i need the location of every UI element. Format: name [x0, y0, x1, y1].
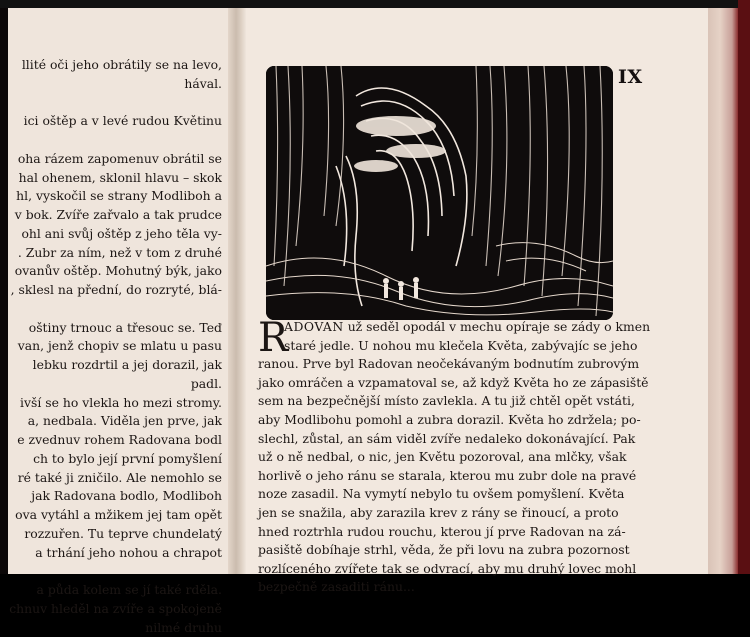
left-page-line: ovanův oštěp. Mohutný býk, jako	[0, 262, 222, 281]
paragraph-line: noze zasadil. Na vymytí nebylo tu ovšem pomyšlení. Květa	[258, 485, 614, 504]
left-page-line: ivší se ho vlekla ho mezi stromy.	[0, 394, 222, 413]
paragraph-line: aby Modlibohu pomohl a zubra dorazil. Květa ho zdržela; po-	[258, 411, 614, 430]
left-page-line	[0, 94, 222, 113]
book-gutter	[228, 8, 246, 574]
paragraph-line: horlivě o jeho ránu se starala, kterou mu zubr dole na pravé	[258, 467, 614, 486]
left-page-text	[0, 56, 222, 637]
left-page-line: hl, vyskočil se strany Modliboh a	[0, 187, 222, 206]
left-page-line: ova vytáhl a mžikem jej tam opět	[0, 506, 222, 525]
paragraph-line: pasiště dobíhaje strhl, věda, že při lovu na zubra pozornost	[258, 541, 614, 560]
paragraph-line: staré jedle. U nohou mu klečela Květa, zabývajíc se jeho	[258, 337, 614, 356]
left-page-line: ré také ji zničilo. Ale nemohlo se	[0, 469, 222, 488]
left-page-line	[0, 300, 222, 319]
left-page-line: a půda kolem se jí také rděla.	[0, 581, 222, 600]
book-cover-edge	[738, 0, 750, 574]
chapter-number: IX	[618, 66, 643, 88]
left-page-line: . Zubr za ním, než v tom z druhé	[0, 244, 222, 263]
left-page-line: chnuv hleděl na zvíře a spokojeně	[0, 600, 222, 619]
drop-cap: R	[258, 318, 288, 358]
paragraph-line: rozlíceného zvířete tak se odvrací, aby mu druhý lovec mohl	[258, 560, 614, 579]
left-page-line: ohl ani svůj oštěp z jeho těla vy-	[0, 225, 222, 244]
paragraph-line: slechl, zůstal, an sám viděl zvíře nedaleko dokonávající. Pak	[258, 430, 614, 449]
right-page-text	[258, 318, 614, 597]
left-page-line: nilmé druhu	[0, 619, 222, 637]
left-page-line: a trhání jeho nohou a chrapot	[0, 544, 222, 563]
left-page-line: oha rázem zapomenuv obrátil se	[0, 150, 222, 169]
left-page-line: jak Radovana bodlo, Modliboh	[0, 487, 222, 506]
left-page-line: a, nedbala. Viděla jen prve, jak	[0, 412, 222, 431]
woodcut-forest-svg	[266, 66, 613, 320]
left-page-line: e zvednuv rohem Radovana bodl	[0, 431, 222, 450]
paragraph-line: sem na bezpečnější místo zavlekla. A tu již chtěl opět vstáti,	[258, 392, 614, 411]
top-edge	[0, 0, 750, 8]
left-page-line: oštiny trnouc a třesouc se. Teď	[0, 319, 222, 338]
first-line	[258, 318, 614, 337]
paragraph-line: ranou. Prve byl Radovan neočekávaným bodnutím zubrovým	[258, 355, 614, 374]
forest-woodcut-illustration	[266, 66, 613, 320]
left-page-line: lebku rozdrtil a jej dorazil, jak	[0, 356, 222, 375]
left-page-line	[0, 131, 222, 150]
paragraph-line: jen se snažila, aby zarazila krev z rány se řinoucí, a proto	[258, 504, 614, 523]
left-page-line: , sklesl na přední, do rozryté, blá-	[0, 281, 222, 300]
paragraph-line: už o ně nedbal, o nic, jen Květu pozoroval, ana mlčky, však	[258, 448, 614, 467]
paragraph-line: jako omráčen a vzpamatoval se, až když Květa ho ze zápasiště	[258, 374, 614, 393]
left-page-line: padl.	[0, 375, 222, 394]
paragraph-line: bezpečně zasaditi ránu...	[258, 578, 614, 597]
paragraph-line: hned roztrhla rudou rouchu, kterou jí prve Radovan na zá-	[258, 523, 614, 542]
left-page-line: v bok. Zvíře zařvalo a tak prudce	[0, 206, 222, 225]
left-page-line: van, jenž chopiv se mlatu u pasu	[0, 337, 222, 356]
left-page-line: hal ohenem, sklonil hlavu – skok	[0, 169, 222, 188]
left-page-line	[0, 562, 222, 581]
left-page-line: hával.	[0, 75, 222, 94]
left-page-line: rozzuřen. Tu teprve chundelatý	[0, 525, 222, 544]
left-page-line: llité oči jeho obrátily se na levo,	[0, 56, 222, 75]
left-page-line: ici oštěp a v levé rudou Květinu	[0, 112, 222, 131]
page-edge-stack	[708, 8, 738, 574]
first-word: ADOVAN	[284, 319, 344, 334]
first-line-text: už seděl opodál v mechu opíraje se zády o kmen	[348, 319, 650, 334]
left-page-line: ch to bylo její první pomyšlení	[0, 450, 222, 469]
